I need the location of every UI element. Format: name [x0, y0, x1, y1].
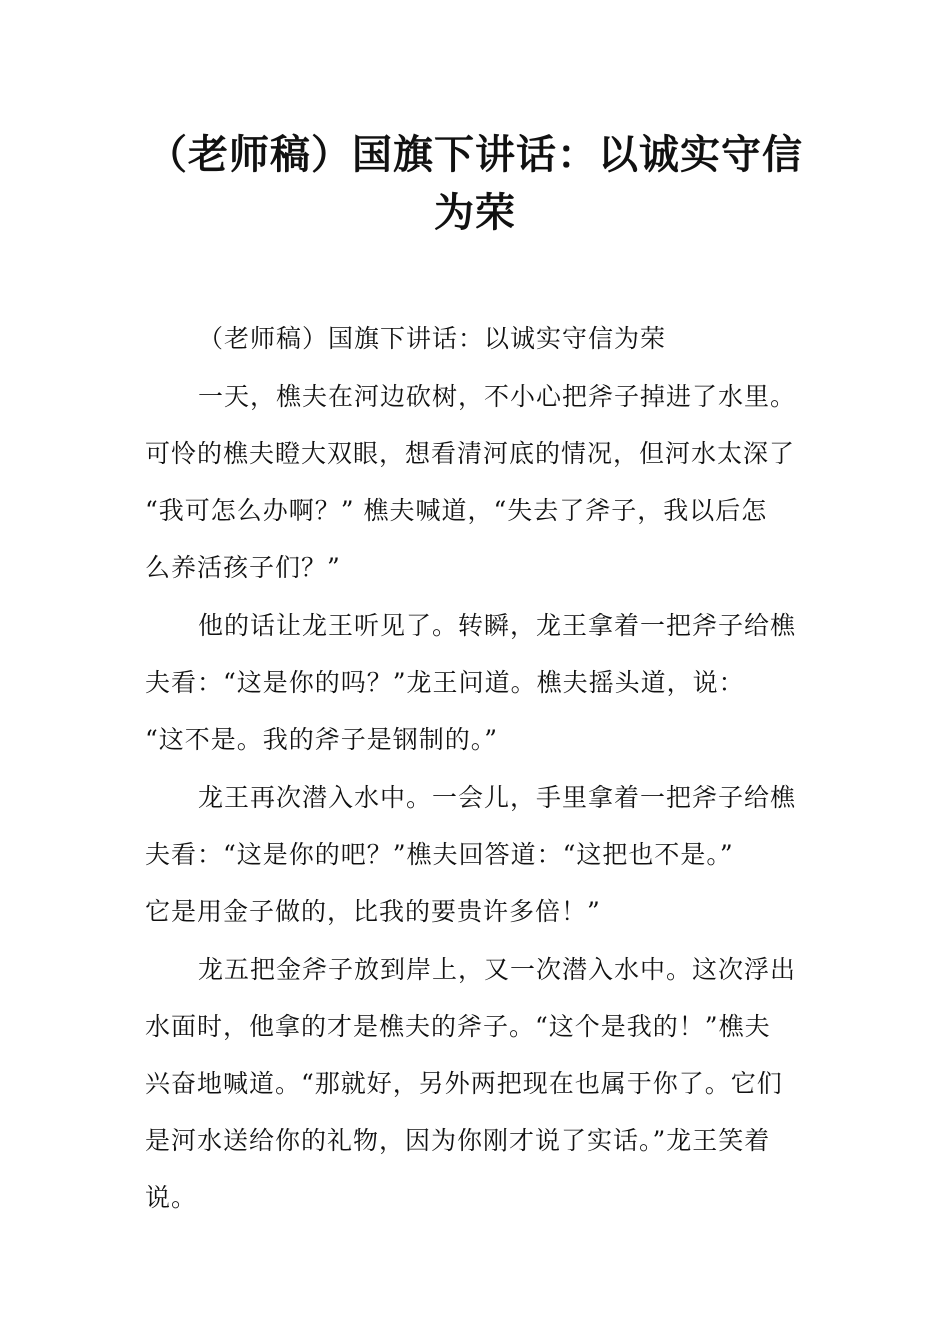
paragraph-1-line-1: 一天，樵夫在河边砍树，不小心把斧子掉进了水里。 [198, 382, 797, 411]
document-title: （老师稿）国旗下讲话：以诚实守信为荣 [147, 132, 803, 236]
paragraph-3-line-3: 它是用金子做的，比我的要贵许多倍！” [145, 897, 601, 926]
paragraph-1-line-3: “我可怎么办啊？” 樵夫喊道，“失去了斧子，我以后怎 [145, 496, 768, 525]
paragraph-1-line-4: 么养活孩子们？” [145, 553, 341, 582]
paragraph-2-line-3: “这不是。我的斧子是钢制的。” [145, 725, 499, 754]
document-subtitle: （老师稿）国旗下讲话：以诚实守信为荣 [198, 324, 667, 353]
paragraph-2-line-1: 他的话让龙王听见了。转瞬，龙王拿着一把斧子给樵 [198, 611, 797, 640]
paragraph-2-line-2: 夫看：“这是你的吗？”龙王问道。樵夫摇头道，说： [145, 668, 745, 697]
paragraph-4-line-4: 是河水送给你的礼物，因为你刚才说了实话。”龙王笑着 [145, 1126, 771, 1155]
paragraph-4-line-5: 说。 [145, 1183, 198, 1212]
paragraph-3-line-1: 龙王再次潜入水中。一会儿，手里拿着一把斧子给樵 [198, 783, 797, 812]
paragraph-4-line-3: 兴奋地喊道。“那就好，另外两把现在也属于你了。它们 [145, 1069, 783, 1098]
paragraph-1-line-2: 可怜的樵夫瞪大双眼，想看清河底的情况，但河水太深了 [145, 439, 796, 468]
paragraph-3-line-2: 夫看：“这是你的吧？”樵夫回答道：“这把也不是。” [145, 840, 734, 869]
paragraph-4-line-1: 龙五把金斧子放到岸上，又一次潜入水中。这次浮出 [198, 955, 797, 984]
paragraph-4-line-2: 水面时，他拿的才是樵夫的斧子。“这个是我的！”樵夫 [145, 1012, 771, 1041]
